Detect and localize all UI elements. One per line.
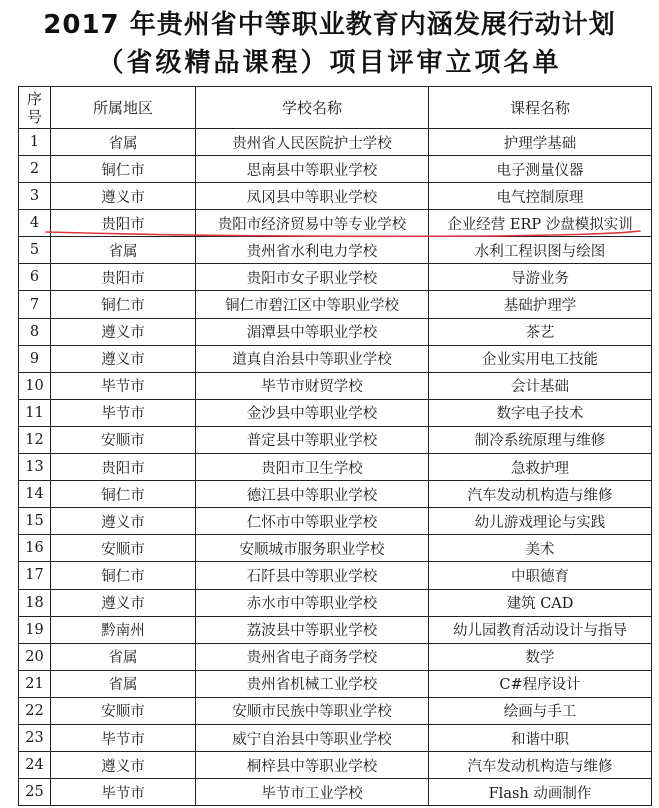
cell-serial-number: 24 — [19, 752, 51, 779]
cell-course: 汽车发动机构造与维修 — [429, 752, 652, 779]
table-row — [19, 670, 652, 697]
table-row — [19, 535, 652, 562]
cell-region: 安顺市 — [51, 426, 196, 453]
table-row — [19, 129, 652, 156]
cell-region: 毕节市 — [51, 724, 196, 751]
cell-serial-number: 11 — [19, 399, 51, 426]
table-row — [19, 562, 652, 589]
cell-school: 荔波县中等职业学校 — [196, 616, 429, 643]
cell-school: 安顺市民族中等职业学校 — [196, 697, 429, 724]
cell-region: 省属 — [51, 670, 196, 697]
table-row — [19, 481, 652, 508]
cell-region: 遵义市 — [51, 508, 196, 535]
cell-school: 毕节市财贸学校 — [196, 372, 429, 399]
cell-region: 黔南州 — [51, 616, 196, 643]
table-row — [19, 291, 652, 318]
cell-school: 贵州省机械工业学校 — [196, 670, 429, 697]
cell-region: 贵阳市 — [51, 264, 196, 291]
cell-region: 省属 — [51, 129, 196, 156]
cell-region: 遵义市 — [51, 345, 196, 372]
cell-region: 贵阳市 — [51, 454, 196, 481]
cell-school: 湄潭县中等职业学校 — [196, 318, 429, 345]
table-row — [19, 345, 652, 372]
cell-region: 铜仁市 — [51, 156, 196, 183]
cell-serial-number: 8 — [19, 318, 51, 345]
cell-region: 安顺市 — [51, 535, 196, 562]
cell-region: 遵义市 — [51, 318, 196, 345]
cell-serial-number: 9 — [19, 345, 51, 372]
cell-school: 威宁自治县中等职业学校 — [196, 724, 429, 751]
table-header-row — [19, 87, 652, 129]
cell-serial-number: 7 — [19, 291, 51, 318]
cell-course: 建筑 CAD — [429, 589, 652, 616]
cell-serial-number: 21 — [19, 670, 51, 697]
cell-serial-number: 15 — [19, 508, 51, 535]
cell-serial-number: 5 — [19, 237, 51, 264]
cell-course: 水利工程识图与绘图 — [429, 237, 652, 264]
table-row — [19, 156, 652, 183]
cell-course: 急救护理 — [429, 454, 652, 481]
cell-course: 茶艺 — [429, 318, 652, 345]
table-row — [19, 237, 652, 264]
cell-serial-number: 22 — [19, 697, 51, 724]
cell-school: 毕节市工业学校 — [196, 779, 429, 806]
cell-course: 企业实用电工技能 — [429, 345, 652, 372]
cell-school: 贵州省水利电力学校 — [196, 237, 429, 264]
table-row — [19, 264, 652, 291]
cell-course: 制冷系统原理与维修 — [429, 426, 652, 453]
cell-region: 铜仁市 — [51, 481, 196, 508]
cell-serial-number: 12 — [19, 426, 51, 453]
cell-region: 毕节市 — [51, 372, 196, 399]
table-row — [19, 643, 652, 670]
cell-course: 中职德育 — [429, 562, 652, 589]
cell-course: 数学 — [429, 643, 652, 670]
cell-region: 毕节市 — [51, 779, 196, 806]
cell-serial-number: 6 — [19, 264, 51, 291]
table-row — [19, 372, 652, 399]
document-title-line2: （省级精品课程）项目评审立项名单 — [97, 48, 562, 78]
table-row — [19, 779, 652, 806]
cell-school: 贵阳市卫生学校 — [196, 454, 429, 481]
header-serial-number — [19, 87, 51, 129]
cell-course: 护理学基础 — [429, 129, 652, 156]
cell-serial-number: 16 — [19, 535, 51, 562]
cell-course: 和谐中职 — [429, 724, 652, 751]
cell-course: 汽车发动机构造与维修 — [429, 481, 652, 508]
cell-region: 铜仁市 — [51, 291, 196, 318]
cell-serial-number: 14 — [19, 481, 51, 508]
cell-school: 贵阳市女子职业学校 — [196, 264, 429, 291]
table-row — [19, 697, 652, 724]
cell-school: 仁怀市中等职业学校 — [196, 508, 429, 535]
cell-school: 安顺城市服务职业学校 — [196, 535, 429, 562]
cell-region: 遵义市 — [51, 183, 196, 210]
cell-serial-number: 10 — [19, 372, 51, 399]
table-row — [19, 454, 652, 481]
header-region: 所属地区 — [51, 87, 196, 129]
cell-region: 铜仁市 — [51, 562, 196, 589]
cell-school: 赤水市中等职业学校 — [196, 589, 429, 616]
cell-school: 凤冈县中等职业学校 — [196, 183, 429, 210]
cell-serial-number: 18 — [19, 589, 51, 616]
table-row — [19, 210, 652, 237]
cell-course: 美术 — [429, 535, 652, 562]
cell-school: 桐梓县中等职业学校 — [196, 752, 429, 779]
header-serial-char1: 序 — [26, 89, 42, 108]
table-row — [19, 724, 652, 751]
cell-serial-number: 19 — [19, 616, 51, 643]
cell-region: 毕节市 — [51, 399, 196, 426]
cell-region: 贵阳市 — [51, 210, 196, 237]
cell-school: 金沙县中等职业学校 — [196, 399, 429, 426]
cell-course: 绘画与手工 — [429, 697, 652, 724]
table-row — [19, 183, 652, 210]
cell-school: 道真自治县中等职业学校 — [196, 345, 429, 372]
table-row — [19, 399, 652, 426]
cell-serial-number: 25 — [19, 779, 51, 806]
cell-serial-number: 13 — [19, 454, 51, 481]
cell-course: 会计基础 — [429, 372, 652, 399]
cell-serial-number: 2 — [19, 156, 51, 183]
cell-school: 铜仁市碧江区中等职业学校 — [196, 291, 429, 318]
cell-serial-number: 23 — [19, 724, 51, 751]
cell-region: 遵义市 — [51, 752, 196, 779]
cell-course: 电气控制原理 — [429, 183, 652, 210]
table-row — [19, 616, 652, 643]
table-body — [19, 129, 652, 806]
cell-school: 贵州省人民医院护士学校 — [196, 129, 429, 156]
cell-course: 导游业务 — [429, 264, 652, 291]
table-row — [19, 318, 652, 345]
cell-school: 普定县中等职业学校 — [196, 426, 429, 453]
cell-region: 安顺市 — [51, 697, 196, 724]
cell-serial-number: 4 — [19, 210, 51, 237]
cell-serial-number: 17 — [19, 562, 51, 589]
cell-region: 省属 — [51, 643, 196, 670]
cell-school: 石阡县中等职业学校 — [196, 562, 429, 589]
cell-region: 遵义市 — [51, 589, 196, 616]
table-row — [19, 426, 652, 453]
cell-school: 德江县中等职业学校 — [196, 481, 429, 508]
table-row — [19, 752, 652, 779]
cell-serial-number: 1 — [19, 129, 51, 156]
table-row — [19, 508, 652, 535]
cell-serial-number: 20 — [19, 643, 51, 670]
table-row — [19, 589, 652, 616]
header-serial-char2: 号 — [26, 107, 42, 126]
cell-region: 省属 — [51, 237, 196, 264]
cell-serial-number: 3 — [19, 183, 51, 210]
cell-school: 贵州省电子商务学校 — [196, 643, 429, 670]
cell-course: 幼儿游戏理论与实践 — [429, 508, 652, 535]
header-course: 课程名称 — [429, 87, 652, 129]
header-school: 学校名称 — [196, 87, 429, 129]
cell-course: 企业经营 ERP 沙盘模拟实训 — [429, 210, 652, 237]
cell-course: 幼儿园教育活动设计与指导 — [429, 616, 652, 643]
cell-course: 电子测量仪器 — [429, 156, 652, 183]
document-title-line1: 2017 年贵州省中等职业教育内涵发展行动计划 — [43, 10, 616, 40]
cell-school: 贵阳市经济贸易中等专业学校 — [196, 210, 429, 237]
cell-course: Flash 动画制作 — [429, 779, 652, 806]
cell-course: 基础护理学 — [429, 291, 652, 318]
project-list-table — [18, 86, 652, 806]
cell-course: 数字电子技术 — [429, 399, 652, 426]
cell-school: 思南县中等职业学校 — [196, 156, 429, 183]
cell-course: C#程序设计 — [429, 670, 652, 697]
